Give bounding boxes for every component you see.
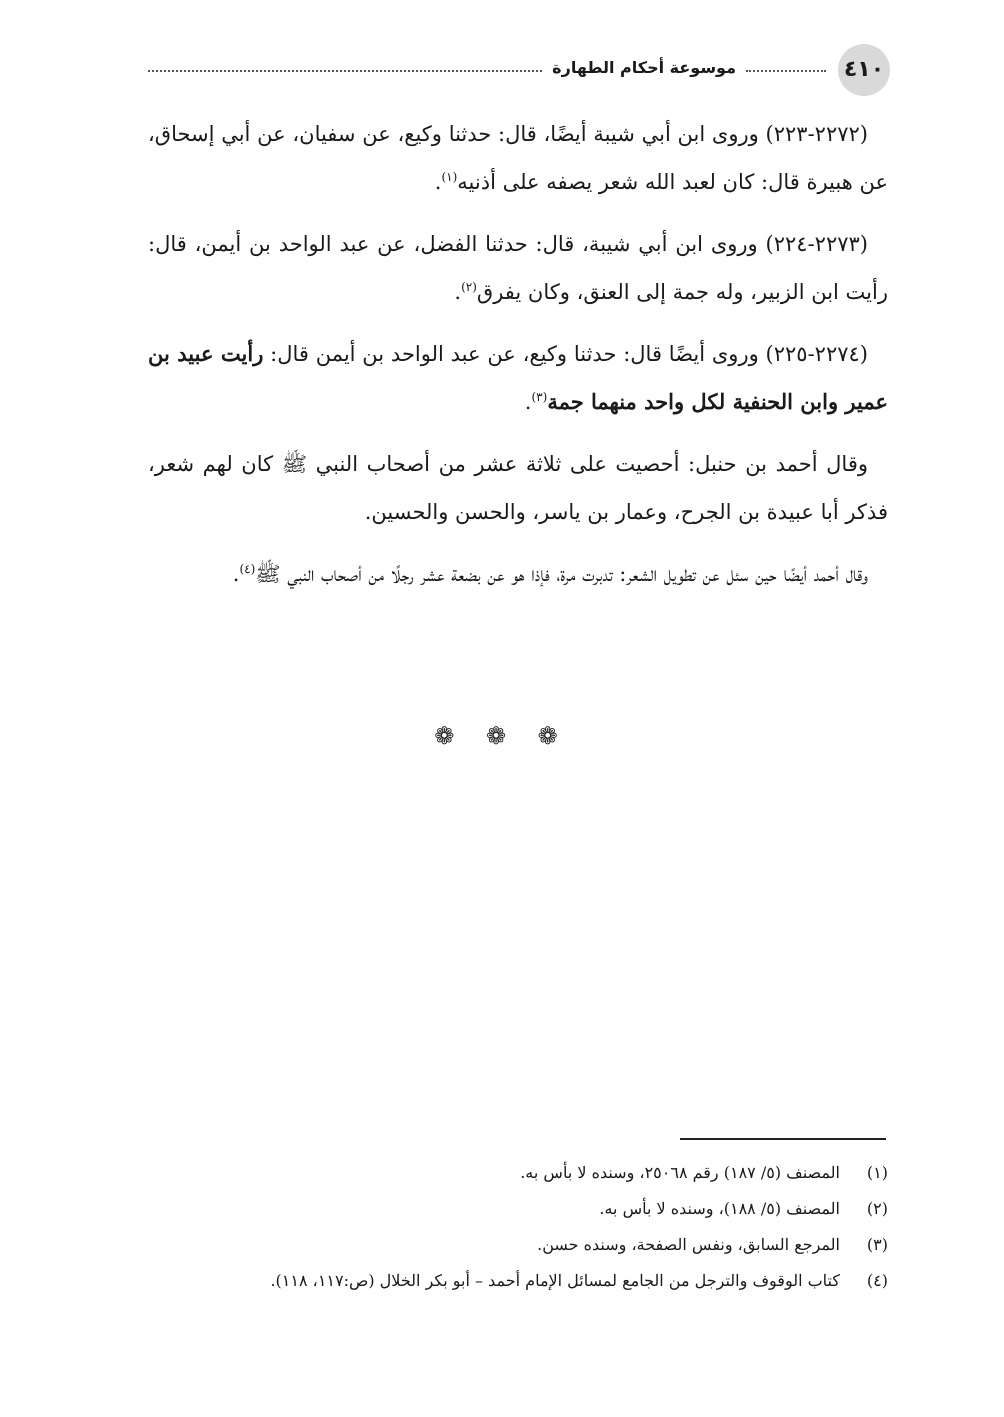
book-title: موسوعة أحكام الطهارة <box>552 58 736 77</box>
section-ornament-icon: ❁ ❁ ❁ <box>434 722 570 750</box>
header-title-row <box>148 58 826 77</box>
paragraph-5 <box>148 550 888 598</box>
footnote-text: المرجع السابق، ونفس الصفحة، وسنده حسن. <box>537 1235 840 1254</box>
footnote-4 <box>148 1263 888 1299</box>
paragraph-text: وقال أحمد بن حنبل: أحصيت على ثلاثة عشر من أصحاب النبي ﷺ كان لهم شعر، فذكر أبا عبيدة بن الجرح، وعمار بن ياسر، والحسن والحسين. <box>148 452 888 524</box>
footnote-number: (٤) <box>866 1271 888 1290</box>
paragraph-text: (٢٢٧٤-٢٢٥) وروى أيضًا قال: حدثنا وكيع، عن عبد الواحد بن أيمن قال: <box>263 342 868 366</box>
footnote-text: المصنف (٥/ ١٨٧) رقم ٢٥٠٦٨، وسنده لا بأس به. <box>520 1163 840 1182</box>
paragraph-end: . <box>454 280 462 304</box>
footnote-number: (٣) <box>866 1235 888 1254</box>
paragraph-end: . <box>232 562 240 586</box>
paragraph-3 <box>148 330 888 426</box>
paragraph-text: (٢٢٧٢-٢٢٣) وروى ابن أبي شيبة أيضًا، قال: حدثنا وكيع، عن سفيان، عن أبي إسحاق، عن هبيرة قال: كان لعبد الله شعر يصفه على أذنيه <box>148 122 888 194</box>
footnotes <box>148 1155 888 1299</box>
footnote-text: المصنف (٥/ ١٨٨)، وسنده لا بأس به. <box>599 1199 840 1218</box>
paragraph-end: . <box>434 170 442 194</box>
footnote-ref: (٣) <box>531 390 548 404</box>
page-number: ٤١٠ <box>838 44 890 96</box>
footnote-divider <box>680 1138 886 1140</box>
footnote-text: كتاب الوقوف والترجل من الجامع لمسائل الإمام أحمد – أبو بكر الخلال (ص:١١٧، ١١٨). <box>270 1271 840 1290</box>
footnote-ref: (١) <box>441 170 458 184</box>
header-dots-left <box>148 70 542 72</box>
page-header <box>148 44 890 96</box>
paragraph-bold: رأيت عبيد بن عمير وابن الحنفية لكل واحد منهما جمة <box>148 341 888 414</box>
paragraph-1 <box>148 110 888 206</box>
paragraph-end: . <box>524 390 532 414</box>
footnote-ref: (٤) <box>239 562 256 576</box>
footnote-1 <box>148 1155 888 1191</box>
paragraph-text: وقال أحمد أيضًا حين سئل عن تطويل الشعر: تدبرت مرة، فإذا هو عن بضعة عشر رجلًا من أصحاب النبي ﷺ <box>255 562 868 586</box>
footnote-number: (٢) <box>866 1199 888 1218</box>
footnote-3 <box>148 1227 888 1263</box>
paragraph-text: (٢٢٧٣-٢٢٤) وروى ابن أبي شيبة، قال: حدثنا الفضل، عن عبد الواحد بن أيمن، قال: رأيت ابن الزبير، وله جمة إلى العنق، وكان يفرق <box>148 232 888 304</box>
paragraph-4 <box>148 440 888 536</box>
main-text <box>148 110 888 612</box>
header-dots-right <box>746 70 826 72</box>
footnote-number: (١) <box>866 1163 888 1182</box>
footnote-2 <box>148 1191 888 1227</box>
footnote-ref: (٢) <box>461 280 477 294</box>
paragraph-2 <box>148 220 888 316</box>
